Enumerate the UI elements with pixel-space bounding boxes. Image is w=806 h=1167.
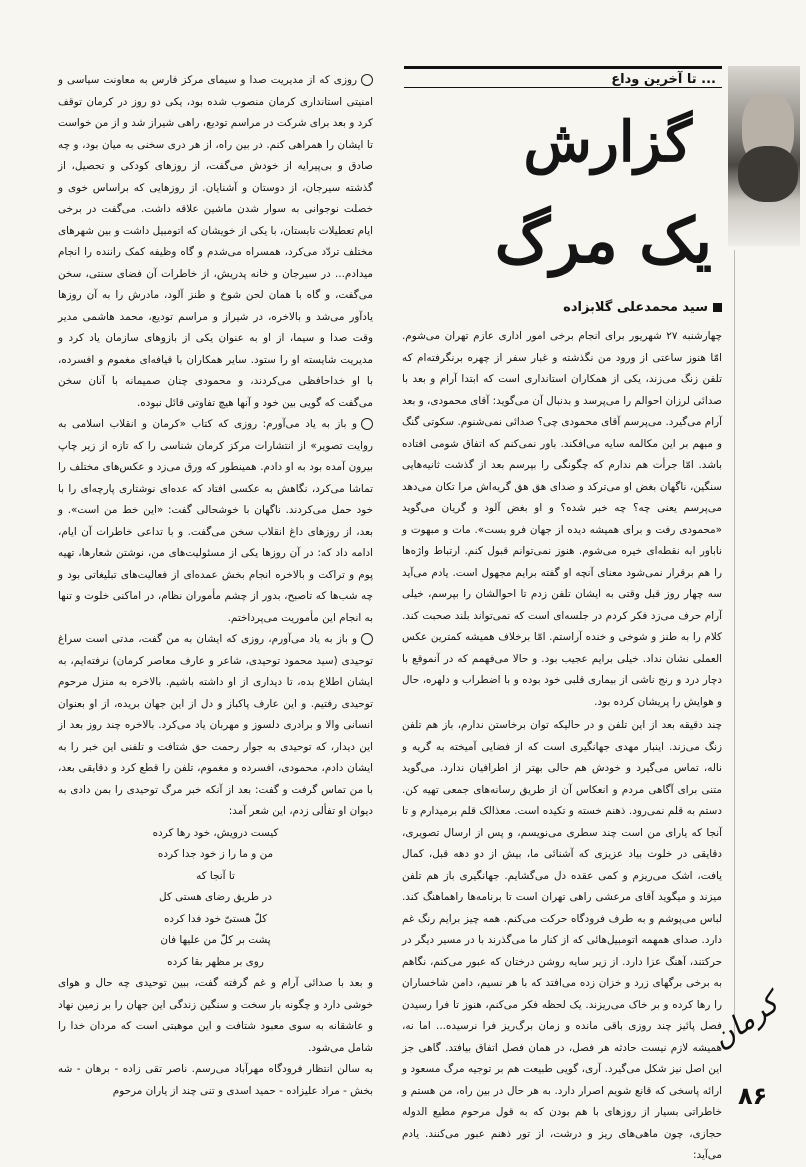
author-byline — [563, 298, 722, 318]
page-number-text: ۸۶ — [738, 1082, 768, 1110]
bullet-icon — [361, 633, 373, 645]
author-name: سید محمدعلی گلابزاده — [563, 300, 708, 315]
paragraph: چهارشنبه ۲۷ شهریور برای انجام برخی امور اداری عازم تهران می‌شوم. امّا هنوز ساعتی از ورود من نگذشته و غبار سفر از چهره برنگرفته‌ام که تلفن زنگ می‌زند، یکی از همکاران استانداری است که ابتدا آرام و بعد با صدائی لرزان احوالم را می‌پرسد و بدنبال آن می‌گوید: آقای محمودی، و بعد آرام می‌گیرد. می‌پرسم آقای محمودی چی؟ صدائی نمی‌شنوم. سکوتی گنگ و مبهم بر این مکالمه سایه می‌افکند. باور نمی‌کنم که اتفاق شومی افتاده باشد. امّا جرأت هم ندارم که چگونگی را بپرسم بعد از گذشت ثانیه‌هایی سنگین، ناگهان بغض او می‌ترکد و صدای هق هق گریه‌اش مرا تکان می‌دهد می‌پرسم یعنی چه؟ چه خبر شده؟ و او بغض آلود و گریان می‌گوید «محمودی رفت و برای همیشه دیده از جهان فرو بست». مات و مبهوت و ناباور ابه نقطه‌ای خیره می‌شوم. هنوز نمی‌توانم قبول کنم. ارتباط واژه‌ها را هم برقرار نمی‌شود معنای آنچه او گفته برایم مجهول است. یادم می‌آید سه چهار روز قبل وقتی به ایشان تلفن زدم تا احوالشان را بپرسم، خیلی آرام حرف می‌زد فکر کردم در جلسه‌ای است که نمی‌تواند بلند صحبت کند. کلام را به طنز و شوخی و خنده آراستم. امّا برخلاف همیشه کمترین عکس العملی نشان نداد. خیلی برایم عجیب بود. و حالا می‌فهمم که در آنموقع با دچار درد و رنج ناشی از بیماری قلبی خود بوده و با اضطراب و دلهره، حال و هوایش را پریشان کرده بود. — [402, 330, 722, 708]
paragraph — [58, 629, 373, 823]
left-text-column — [58, 70, 373, 1100]
bullet-icon — [361, 418, 373, 430]
paragraph: و بعد با صدائی آرام و غم گرفته گفت، ببین توحیدی چه حال و هوای خوشی دارد و چگونه بار سخت و سنگین زندگی این جهان را بر زمین نهاد و عاشقانه به سوی معبود شتافت و این موهبتی است که مردان خدا را شامل می‌شود. — [58, 977, 373, 1054]
page-number — [738, 1082, 767, 1110]
paragraph-text: و باز به یاد می‌آورم، روزی که ایشان به من گفت، مدتی است سراغ توحیدی (سید محمود توحیدی، شاعر و عارف معاصر کرمان) نرفته‌ایم، به ایشان اطلاع بده، تا دیداری از او داشته باشیم. بالاخره به منزل مرحوم توحیدی رفتیم. و این عارف پاکباز و دل از این جهان بریده، از او بعنوان انسانی والا و برادری دلسوز و مهربان یاد می‌کرد. بالاخره چند روز بعد از این دیدار، که توحیدی به جوار رحمت حق شتافت و تلفنی این خبر را به ایشان دادم، محمودی، افسرده و مغموم، تلفن را قطع کرد و دقایقی بعد، با من تماس گرفت و گفت: بعد از آنکه خبر مرگ توحیدی را بمن دادی به دیوان او تفألی زدم، این شعر آمد: — [58, 633, 373, 817]
poem-line: کلّ هستیّ خود فدا کرده — [163, 912, 268, 925]
poem-line: روی بر مظهر بقا کرده — [167, 955, 264, 968]
square-bullet-icon — [713, 303, 722, 312]
margin-divider — [734, 250, 735, 1040]
bullet-icon — [361, 74, 373, 86]
author-portrait-photo — [728, 66, 800, 246]
poem-block — [58, 823, 373, 974]
right-text-column — [402, 60, 722, 1161]
paragraph — [58, 70, 373, 414]
paragraph: چند دقیقه بعد از این تلفن و در حالیکه توان برخاستن ندارم، باز هم تلفن زنگ می‌زند. اینبار مهدی جهانگیری است که از فضایی آمیخته به گریه و ناله، تماس می‌گیرد و خودش هم حالی بهتر از اطرافیان ندارد. می‌گوید متنی برای آگاهی مردم و انعکاس آن از طریق رسانه‌های جمعی تهیه کن. دستم به قلم نمی‌رود. ذهنم خسته و تکیده است. معذالک قلم برمیدارم و تا آنجا که یارای من است چند سطری می‌نویسم، و پس از ارسال تصویری، دقایقی در خلوت بیاد عزیزی که آشنائی ما، بیش از دو دهه قبل، کمال یافت، اشک می‌ریزم و کمی عقده دل می‌گشایم. جهانگیری باز هم تلفن میزند و میگوید آقای مرعشی راهی تهران است تا برنامه‌ها راهماهنگ کند. لباس می‌پوشم و به طرف فرودگاه حرکت می‌کنم. همه چیز برایم رنگ غم دارد. صدای همهمه اتومبیل‌هائی که از کنار ما می‌گذرند با در مسیر دیگر در حرکتند، آهنگ عزا دارد. از زیر سایه روشن درختان که عبور می‌کنم، نگاهم به برخی برگهای زرد و خزان زده می‌افتد که با هر نسیم، دامن شاخساران را رها کرده و بر خاک می‌ریزند. یک لحظه فکر می‌کنم، هنوز تا فرا رسیدن فصل پائیز چند روزی باقی مانده و زمان برگ‌ریز فرا نرسیده... اما نه، همیشه لازم نیست حادثه هر فصل، در همان فصل اتفاق بیافتد. گاهی جز این اصل نیز شکل می‌گیرد. آری، گویی طبیعت هم بر توجیه مرگ مسعود و ارائه پاسخی که قانع شویم اصرار دارد. به هر حال در بین راه، من هستم و خاطراتی بسیار از روزهای با هم بودن که به قول مرحوم مطیع الدوله حجازی، چون ماهی‌های ریز و درشت، از تور ذهنم عبور می‌کنند. یادم می‌آید: — [402, 719, 722, 1161]
magazine-logo: کرمان — [705, 986, 785, 1056]
paragraph-text: روزی که از مدیریت صدا و سیمای مرکز فارس به معاونت سیاسی و امنیتی استانداری کرمان منصوب شده بود، یکی دو روز در کرمان توقف کرد و بعد برای شرکت در مراسم تودیع، راهی شیراز شد و از من خواست تا ایشان را همراهی کنم. در بین راه، از هر دری سخنی به میان بود، و چه صادق و بی‌پیرایه از خودش می‌گفت، از روزهای کودکی و تحصیل، از گذشته سیرجان، از دوستان و آشنایان. از روزهایی که براساس خوی و خصلت نوجوانی به سوار شدن ماشین علاقه داشت. می‌گفت در برخی ایام تعطیلات تابستان، با یکی از خویشان که اتومبیل داشت و بین شهرهای مختلف تردّد می‌کرد، همسراه می‌شدم و گاه وظیفه کمک راننده را انجام میدادم... در سیرجان و خانه پدریش، از خاطرات آن فضای سنتی، سخن می‌گفت، و گاه با همان لحن شوخ و طنز آلود، مادرش را به آن روزها یادآور می‌شد و بالاخره، در شیراز و مراسم تودیع، محمد هاشمی مدیر وقت صدا و سیما، از او به عنوان یکی از بازوهای سازمان یاد کرد و مدیریت شایسته او را ستود. سایر همکاران با قیافه‌ای مغموم و افسرده، با او خداحافظی می‌کردند، و محمودی چنان صمیمانه با آنان سخن می‌گفت که گویی بین خود و آنها هیچ تفاوتی قائل نبوده. — [58, 74, 373, 409]
poem-line: من و ما را ز خود جدا کرده — [157, 848, 274, 860]
article-body — [402, 326, 722, 1161]
portrait-beard — [738, 146, 798, 202]
paragraph: به سالن انتظار فرودگاه مهرآباد می‌رسم. ناصر تقی زاده - برهان - شه بخش - مراد علیزاده - حمید اسدی و تنی چند از یاران مرحوم — [58, 1063, 373, 1097]
article-title-line1: گزارش — [523, 109, 692, 175]
poem-line: تا آنجا که — [196, 869, 235, 882]
paragraph-text: و باز به یاد می‌آورم: روزی که کتاب «کرمان و انقلاب اسلامی به روایت تصویر» از انتشارات مرکز کرمان شناسی را که تازه از زیر چاپ بیرون آمده بود به او دادم. همینطور که ورق می‌زد و عکس‌های مختلف را تماشا می‌کرد، نگاهش به عکسی افتاد که عده‌ای نوشتاری پارچه‌ای را با خود حمل می‌کردند. ناگهان با خوشحالی گفت: «این خط من است». و بعد، از روزهای داغ انقلاب سخن می‌گفت. و با تداعی خاطرات آن ایام، ادامه داد که: در آن روزها یکی از مسئولیت‌های من، نوشتن شعارها، تهیه پوم و تراکت و بالاخره انجام بخش عمده‌ای از فعالیت‌های تبلیغاتی بود و چه شب‌ها که تاصبح، بدور از چشم مأموران نظام، در اماکنی خلوت و تنها به انجام این مأموریت می‌پرداختم. — [58, 418, 373, 624]
article-tagline: ... تا آخرین وداع — [404, 66, 722, 88]
article-title-line2: یک مرگ — [494, 204, 712, 277]
poem-line: در طریق رضای هستی کل — [159, 891, 272, 903]
poem-line: پشت بر کلّ من علیها فان — [160, 934, 271, 946]
paragraph — [58, 414, 373, 629]
poem-line: کیست درویش، خود رها کرده — [152, 826, 279, 839]
